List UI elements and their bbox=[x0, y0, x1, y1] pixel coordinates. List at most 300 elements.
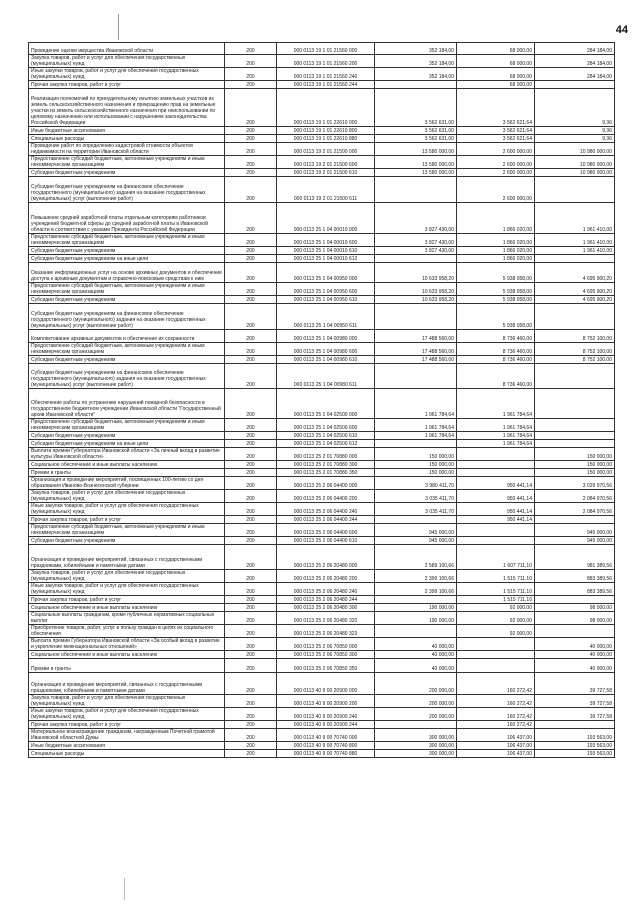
unexecuted-amount: 284 184,00 bbox=[535, 55, 615, 68]
executed-amount bbox=[457, 651, 535, 659]
row-name: Закупка товаров, работ и услуг для обеспечения государственных (муниципальных) нужд bbox=[29, 490, 225, 503]
classification-code: 000 0113 40 9 00 20900 000 bbox=[277, 673, 375, 695]
classification-code: 000 0113 19 2 01 21500 600 bbox=[277, 156, 375, 169]
row-name: Иные закупки товаров, работ и услуг для обеспечения государственных (муниципальных) нужд bbox=[29, 708, 225, 721]
unexecuted-amount: 193 563,00 bbox=[535, 750, 615, 758]
classification-code: 000 0113 25 2 01 70880 300 bbox=[277, 461, 375, 469]
executed-amount: 1 515 711,10 bbox=[457, 596, 535, 604]
executed-amount: 5 938 058,00 bbox=[457, 296, 535, 304]
classification-code: 000 0113 19 1 01 21560 000 bbox=[277, 43, 375, 55]
executed-amount: 2 600 000,00 bbox=[457, 177, 535, 203]
row-name: Премии и гранты bbox=[29, 659, 225, 673]
executed-amount: 1 961 784,64 bbox=[457, 419, 535, 432]
admin-code: 200 bbox=[225, 203, 277, 234]
unexecuted-amount: 10 980 000,00 bbox=[535, 169, 615, 177]
admin-code: 200 bbox=[225, 750, 277, 758]
executed-amount: 92 000,00 bbox=[457, 625, 535, 638]
admin-code: 200 bbox=[225, 263, 277, 283]
row-name: Иные закупки товаров, работ и услуг для обеспечения государственных (муниципальных) нужд bbox=[29, 503, 225, 516]
executed-amount: 950 441,14 bbox=[457, 516, 535, 524]
table-row bbox=[29, 143, 615, 156]
admin-code: 200 bbox=[225, 570, 277, 583]
unexecuted-amount: 4 695 900,20 bbox=[535, 263, 615, 283]
approved-amount: 1 961 784,64 bbox=[375, 432, 457, 440]
executed-amount: 8 736 460,00 bbox=[457, 330, 535, 343]
table-row bbox=[29, 68, 615, 81]
classification-code: 000 0113 25 1 04 00980 600 bbox=[277, 343, 375, 356]
unexecuted-amount: 39 727,58 bbox=[535, 695, 615, 708]
table-row bbox=[29, 729, 615, 742]
unexecuted-amount: 945 000,00 bbox=[535, 537, 615, 545]
row-name: Субсидии бюджетным учреждениям на финансовое обеспечение государственного (муниципального) задания на оказание государственных (муниципальных) услуг (выполнение работ) bbox=[29, 177, 225, 203]
executed-amount: 8 736 460,00 bbox=[457, 364, 535, 389]
unexecuted-amount bbox=[535, 81, 615, 89]
row-name: Иные закупки товаров, работ и услуг для обеспечения государственных (муниципальных) нужд bbox=[29, 583, 225, 596]
table-row bbox=[29, 625, 615, 638]
classification-code: 000 0113 25 1 04 02500 000 bbox=[277, 389, 375, 419]
row-name: Прочая закупка товаров, работ и услуг bbox=[29, 596, 225, 604]
unexecuted-amount: 4 695 900,20 bbox=[535, 296, 615, 304]
table-row bbox=[29, 469, 615, 477]
row-name: Субсидии бюджетным учреждениям на иные цели bbox=[29, 255, 225, 263]
classification-code: 000 0113 19 2 01 21500 610 bbox=[277, 169, 375, 177]
admin-code: 200 bbox=[225, 695, 277, 708]
classification-code: 000 0113 25 2 06 20480 240 bbox=[277, 583, 375, 596]
admin-code: 200 bbox=[225, 127, 277, 135]
unexecuted-amount bbox=[535, 432, 615, 440]
approved-amount: 17 488 560,00 bbox=[375, 330, 457, 343]
unexecuted-amount bbox=[535, 419, 615, 432]
table-row bbox=[29, 721, 615, 729]
table-row bbox=[29, 545, 615, 570]
row-name: Социальное обеспечение и иные выплаты населению bbox=[29, 651, 225, 659]
table-row bbox=[29, 524, 615, 537]
admin-code: 200 bbox=[225, 516, 277, 524]
admin-code: 200 bbox=[225, 469, 277, 477]
executed-amount: 68 000,00 bbox=[457, 43, 535, 55]
classification-code: 000 0113 25 2 06 04400 240 bbox=[277, 503, 375, 516]
margin-mark bbox=[118, 14, 119, 40]
admin-code: 200 bbox=[225, 89, 277, 127]
unexecuted-amount: 1 961 410,00 bbox=[535, 203, 615, 234]
unexecuted-amount: 8 752 100,00 bbox=[535, 343, 615, 356]
classification-code: 000 0113 25 1 04 00950 600 bbox=[277, 283, 375, 296]
table-row bbox=[29, 177, 615, 203]
classification-code: 000 0113 25 2 01 70880 000 bbox=[277, 448, 375, 461]
unexecuted-amount: 10 980 000,00 bbox=[535, 143, 615, 156]
table-row bbox=[29, 708, 615, 721]
table-row bbox=[29, 234, 615, 247]
row-name: Реализация полномочий по принудительному изъятию земельных участков из земель сельскохозяйственного назначения и прекращению прав на земельные участки из земель сельскохозяйственного назначения при неиспользовании по целевому назначению или использовании с нарушением законодательства Российской Федерации bbox=[29, 89, 225, 127]
approved-amount: 10 633 958,20 bbox=[375, 283, 457, 296]
table-row bbox=[29, 695, 615, 708]
row-name: Социальное обеспечение и иные выплаты населению bbox=[29, 604, 225, 612]
classification-code: 000 0113 25 2 06 20480 200 bbox=[277, 570, 375, 583]
admin-code: 200 bbox=[225, 612, 277, 625]
classification-code: 000 0113 40 9 00 70740 000 bbox=[277, 729, 375, 742]
row-name: Организация и проведение мероприятий, посвященных 100-летию со дня образования Иваново-Вознесенской губернии bbox=[29, 477, 225, 490]
admin-code: 200 bbox=[225, 432, 277, 440]
unexecuted-amount: 98 000,00 bbox=[535, 604, 615, 612]
admin-code: 200 bbox=[225, 729, 277, 742]
table-row bbox=[29, 389, 615, 419]
table-row bbox=[29, 89, 615, 127]
executed-amount: 8 736 460,00 bbox=[457, 356, 535, 364]
row-name: Субсидии бюджетным учреждениям bbox=[29, 247, 225, 255]
unexecuted-amount: 39 727,58 bbox=[535, 673, 615, 695]
approved-amount: 1 961 784,64 bbox=[375, 389, 457, 419]
approved-amount: 352 184,00 bbox=[375, 55, 457, 68]
approved-amount: 40 000,00 bbox=[375, 638, 457, 651]
admin-code: 200 bbox=[225, 255, 277, 263]
row-name: Проведение работ по определению кадастровой стоимости объектов недвижимости на территории Ивановской области bbox=[29, 143, 225, 156]
executed-amount: 92 000,00 bbox=[457, 604, 535, 612]
admin-code: 200 bbox=[225, 177, 277, 203]
row-name: Организация и проведение мероприятий, связанных с государственными праздниками, юбилейными и памятными датами bbox=[29, 545, 225, 570]
approved-amount: 190 000,00 bbox=[375, 604, 457, 612]
table-row bbox=[29, 673, 615, 695]
table-row bbox=[29, 604, 615, 612]
admin-code: 200 bbox=[225, 55, 277, 68]
classification-code: 000 0113 40 9 00 70740 800 bbox=[277, 742, 375, 750]
table-row bbox=[29, 448, 615, 461]
classification-code: 000 0113 25 2 06 04400 244 bbox=[277, 516, 375, 524]
row-name: Предоставление субсидий бюджетным, автономным учреждениям и иным некоммерческим организациям bbox=[29, 283, 225, 296]
executed-amount: 5 938 058,00 bbox=[457, 304, 535, 330]
unexecuted-amount: 193 563,00 bbox=[535, 742, 615, 750]
table-row bbox=[29, 81, 615, 89]
unexecuted-amount: 1 961 410,00 bbox=[535, 247, 615, 255]
row-name: Премии и гранты bbox=[29, 469, 225, 477]
approved-amount: 300 000,00 bbox=[375, 742, 457, 750]
classification-code: 000 0113 25 2 06 20480 320 bbox=[277, 612, 375, 625]
unexecuted-amount: 945 000,00 bbox=[535, 524, 615, 537]
approved-amount: 352 184,00 bbox=[375, 68, 457, 81]
classification-code: 000 0113 19 1 01 21560 244 bbox=[277, 81, 375, 89]
unexecuted-amount: 98 000,00 bbox=[535, 612, 615, 625]
row-name: Комплектование архивных документов и обеспечение их сохранности bbox=[29, 330, 225, 343]
unexecuted-amount: 1 961 410,00 bbox=[535, 234, 615, 247]
row-name: Иные бюджетные ассигнования bbox=[29, 127, 225, 135]
unexecuted-amount bbox=[535, 440, 615, 448]
admin-code: 200 bbox=[225, 490, 277, 503]
admin-code: 200 bbox=[225, 169, 277, 177]
row-name: Прочая закупка товаров, работ и услуг bbox=[29, 81, 225, 89]
admin-code: 200 bbox=[225, 545, 277, 570]
admin-code: 200 bbox=[225, 461, 277, 469]
table-row bbox=[29, 638, 615, 651]
classification-code: 000 0113 25 1 04 00980 610 bbox=[277, 356, 375, 364]
approved-amount: 40 000,00 bbox=[375, 651, 457, 659]
table-row bbox=[29, 750, 615, 758]
unexecuted-amount: 39 727,58 bbox=[535, 708, 615, 721]
table-row bbox=[29, 263, 615, 283]
row-name: Материальное вознаграждение гражданам, награжденным Почетной грамотой Ивановской областной Думы bbox=[29, 729, 225, 742]
table-row bbox=[29, 651, 615, 659]
classification-code: 000 0113 25 2 06 04400 200 bbox=[277, 490, 375, 503]
table-row bbox=[29, 127, 615, 135]
row-name: Выплата премии Губернатора Ивановской области «За особый вклад в развитие и укрепление межнациональных отношений» bbox=[29, 638, 225, 651]
executed-amount: 2 600 000,00 bbox=[457, 169, 535, 177]
approved-amount: 2 399 100,66 bbox=[375, 583, 457, 596]
approved-amount: 200 000,00 bbox=[375, 673, 457, 695]
approved-amount: 13 580 000,00 bbox=[375, 156, 457, 169]
admin-code: 200 bbox=[225, 419, 277, 432]
table-row bbox=[29, 364, 615, 389]
row-name: Проведение оценки имущества Ивановской области bbox=[29, 43, 225, 55]
executed-amount bbox=[457, 537, 535, 545]
admin-code: 200 bbox=[225, 135, 277, 143]
executed-amount: 1 515 711,10 bbox=[457, 583, 535, 596]
executed-amount: 950 441,14 bbox=[457, 477, 535, 490]
row-name: Иные бюджетные ассигнования bbox=[29, 742, 225, 750]
table-row bbox=[29, 343, 615, 356]
unexecuted-amount: 981 389,56 bbox=[535, 545, 615, 570]
approved-amount: 13 580 000,00 bbox=[375, 143, 457, 156]
admin-code: 200 bbox=[225, 524, 277, 537]
table-row bbox=[29, 296, 615, 304]
approved-amount bbox=[375, 255, 457, 263]
approved-amount: 200 000,00 bbox=[375, 708, 457, 721]
row-name: Предоставление субсидий бюджетным, автономным учреждениям и иным некоммерческим организациям bbox=[29, 234, 225, 247]
approved-amount: 10 633 958,20 bbox=[375, 296, 457, 304]
unexecuted-amount: 883 389,56 bbox=[535, 570, 615, 583]
admin-code: 200 bbox=[225, 503, 277, 516]
classification-code: 000 0113 25 2 06 04400 610 bbox=[277, 537, 375, 545]
executed-amount: 68 000,00 bbox=[457, 81, 535, 89]
unexecuted-amount: 40 000,00 bbox=[535, 651, 615, 659]
admin-code: 200 bbox=[225, 43, 277, 55]
unexecuted-amount bbox=[535, 516, 615, 524]
classification-code: 000 0113 40 9 00 70740 880 bbox=[277, 750, 375, 758]
executed-amount: 68 000,00 bbox=[457, 55, 535, 68]
approved-amount: 3 562 631,00 bbox=[375, 135, 457, 143]
approved-amount: 3 827 430,00 bbox=[375, 247, 457, 255]
classification-code: 000 0113 19 2 01 21500 611 bbox=[277, 177, 375, 203]
row-name: Социальные выплаты гражданам, кроме публичных нормативных социальных выплат bbox=[29, 612, 225, 625]
row-name: Субсидии бюджетным учреждениям bbox=[29, 169, 225, 177]
table-row bbox=[29, 440, 615, 448]
unexecuted-amount bbox=[535, 304, 615, 330]
unexecuted-amount bbox=[535, 625, 615, 638]
admin-code: 200 bbox=[225, 343, 277, 356]
classification-code: 000 0113 25 1 04 00010 610 bbox=[277, 247, 375, 255]
admin-code: 200 bbox=[225, 247, 277, 255]
executed-amount: 92 000,00 bbox=[457, 612, 535, 625]
unexecuted-amount: 9,36 bbox=[535, 127, 615, 135]
table-row bbox=[29, 43, 615, 55]
table-row bbox=[29, 156, 615, 169]
table-row bbox=[29, 742, 615, 750]
approved-amount: 1 961 784,64 bbox=[375, 419, 457, 432]
unexecuted-amount: 40 000,00 bbox=[535, 659, 615, 673]
classification-code: 000 0113 25 1 04 02500 600 bbox=[277, 419, 375, 432]
unexecuted-amount: 4 695 900,20 bbox=[535, 283, 615, 296]
classification-code: 000 0113 25 2 06 70850 300 bbox=[277, 651, 375, 659]
row-name: Прочая закупка товаров, работ и услуг bbox=[29, 516, 225, 524]
approved-amount: 3 035 411,70 bbox=[375, 490, 457, 503]
classification-code: 000 0113 25 2 06 20480 000 bbox=[277, 545, 375, 570]
classification-code: 000 0113 19 1 01 21560 200 bbox=[277, 55, 375, 68]
unexecuted-amount: 9,36 bbox=[535, 135, 615, 143]
admin-code: 200 bbox=[225, 330, 277, 343]
approved-amount: 3 827 430,00 bbox=[375, 234, 457, 247]
classification-code: 000 0113 25 1 04 00950 000 bbox=[277, 263, 375, 283]
executed-amount: 68 000,00 bbox=[457, 68, 535, 81]
approved-amount: 13 580 000,00 bbox=[375, 169, 457, 177]
executed-amount: 5 938 058,00 bbox=[457, 283, 535, 296]
approved-amount: 3 980 411,70 bbox=[375, 477, 457, 490]
approved-amount: 3 562 631,00 bbox=[375, 127, 457, 135]
table-row bbox=[29, 283, 615, 296]
approved-amount: 17 488 560,00 bbox=[375, 343, 457, 356]
row-name: Выплата премии Губернатора Ивановской области «За личный вклад в развитие культуры Ивановской области» bbox=[29, 448, 225, 461]
executed-amount: 106 437,00 bbox=[457, 742, 535, 750]
row-name: Повышение средней заработной платы отдельным категориям работников учреждений бюджетной сферы до средней заработной платы в Ивановской области в соответствии с указами Президента Российской Федерации bbox=[29, 203, 225, 234]
approved-amount: 3 827 430,00 bbox=[375, 203, 457, 234]
row-name: Субсидии бюджетным учреждениям на финансовое обеспечение государственного (муниципального) задания на оказание государственных (муниципальных) услуг (выполнение работ) bbox=[29, 304, 225, 330]
table-row bbox=[29, 477, 615, 490]
table-row bbox=[29, 419, 615, 432]
admin-code: 200 bbox=[225, 448, 277, 461]
executed-amount: 1 515 711,10 bbox=[457, 570, 535, 583]
row-name: Предоставление субсидий бюджетным, автономным учреждениям и иным некоммерческим организациям bbox=[29, 343, 225, 356]
executed-amount: 160 272,42 bbox=[457, 673, 535, 695]
executed-amount: 1 866 020,00 bbox=[457, 203, 535, 234]
table-row bbox=[29, 516, 615, 524]
executed-amount: 2 600 000,00 bbox=[457, 156, 535, 169]
executed-amount: 1 961 784,64 bbox=[457, 389, 535, 419]
executed-amount bbox=[457, 638, 535, 651]
row-name: Обеспечение работы по устранению нарушений пожарной безопасности в государственном бюджетном учреждении Ивановской области "Государственный архив Ивановской области" bbox=[29, 389, 225, 419]
approved-amount: 10 633 958,20 bbox=[375, 263, 457, 283]
admin-code: 200 bbox=[225, 583, 277, 596]
classification-code: 000 0113 25 1 04 00980 611 bbox=[277, 364, 375, 389]
approved-amount: 300 000,00 bbox=[375, 729, 457, 742]
executed-amount: 1 866 020,00 bbox=[457, 255, 535, 263]
approved-amount: 300 000,00 bbox=[375, 750, 457, 758]
approved-amount bbox=[375, 440, 457, 448]
admin-code: 200 bbox=[225, 283, 277, 296]
admin-code: 200 bbox=[225, 156, 277, 169]
table-row bbox=[29, 596, 615, 604]
executed-amount bbox=[457, 659, 535, 673]
admin-code: 200 bbox=[225, 296, 277, 304]
executed-amount: 3 562 621,64 bbox=[457, 135, 535, 143]
admin-code: 200 bbox=[225, 477, 277, 490]
approved-amount: 3 035 411,70 bbox=[375, 503, 457, 516]
admin-code: 200 bbox=[225, 68, 277, 81]
unexecuted-amount bbox=[535, 389, 615, 419]
unexecuted-amount bbox=[535, 721, 615, 729]
row-name: Субсидии бюджетным учреждениям bbox=[29, 432, 225, 440]
executed-amount: 160 272,42 bbox=[457, 695, 535, 708]
classification-code: 000 0113 25 2 06 04400 000 bbox=[277, 477, 375, 490]
classification-code: 000 0113 25 2 06 70850 000 bbox=[277, 638, 375, 651]
table-row bbox=[29, 356, 615, 364]
unexecuted-amount: 2 084 970,56 bbox=[535, 490, 615, 503]
approved-amount: 150 000,00 bbox=[375, 461, 457, 469]
approved-amount bbox=[375, 304, 457, 330]
executed-amount: 950 441,14 bbox=[457, 490, 535, 503]
classification-code: 000 0113 25 1 04 02500 610 bbox=[277, 432, 375, 440]
approved-amount: 352 184,00 bbox=[375, 43, 457, 55]
admin-code: 200 bbox=[225, 81, 277, 89]
row-name: Предоставление субсидий бюджетным, автономным учреждениям и иным некоммерческим организациям bbox=[29, 419, 225, 432]
admin-code: 200 bbox=[225, 721, 277, 729]
unexecuted-amount: 40 000,00 bbox=[535, 638, 615, 651]
approved-amount bbox=[375, 177, 457, 203]
admin-code: 200 bbox=[225, 234, 277, 247]
row-name: Оказание информационных услуг на основе архивных документов и обеспечение доступа к архивным документам и справочно-поисковым средствам к ним bbox=[29, 263, 225, 283]
executed-amount: 3 562 621,64 bbox=[457, 127, 535, 135]
row-name: Закупка товаров, работ и услуг для обеспечения государственных (муниципальных) нужд bbox=[29, 570, 225, 583]
admin-code: 200 bbox=[225, 143, 277, 156]
row-name: Социальное обеспечение и иные выплаты населению bbox=[29, 461, 225, 469]
approved-amount: 2 399 100,66 bbox=[375, 570, 457, 583]
executed-amount bbox=[457, 524, 535, 537]
unexecuted-amount bbox=[535, 364, 615, 389]
margin-mark bbox=[124, 878, 125, 900]
table-row bbox=[29, 612, 615, 625]
unexecuted-amount bbox=[535, 177, 615, 203]
table-row bbox=[29, 55, 615, 68]
classification-code: 000 0113 19 2 01 21500 000 bbox=[277, 143, 375, 156]
classification-code: 000 0113 25 1 04 00950 611 bbox=[277, 304, 375, 330]
unexecuted-amount: 150 000,00 bbox=[535, 461, 615, 469]
classification-code: 000 0113 40 9 00 20900 240 bbox=[277, 708, 375, 721]
admin-code: 200 bbox=[225, 673, 277, 695]
executed-amount: 1 961 784,64 bbox=[457, 432, 535, 440]
classification-code: 000 0113 25 2 01 70880 350 bbox=[277, 469, 375, 477]
row-name: Субсидии бюджетным учреждениям bbox=[29, 356, 225, 364]
unexecuted-amount: 284 184,00 bbox=[535, 68, 615, 81]
unexecuted-amount: 3 029 970,56 bbox=[535, 477, 615, 490]
approved-amount: 945 000,00 bbox=[375, 524, 457, 537]
admin-code: 200 bbox=[225, 708, 277, 721]
row-name: Предоставление субсидий бюджетным, автономным учреждениям и иным некоммерческим организациям bbox=[29, 524, 225, 537]
executed-amount: 1 866 020,00 bbox=[457, 234, 535, 247]
admin-code: 200 bbox=[225, 389, 277, 419]
executed-amount: 1 866 020,00 bbox=[457, 247, 535, 255]
approved-amount bbox=[375, 625, 457, 638]
unexecuted-amount: 8 752 100,00 bbox=[535, 356, 615, 364]
row-name: Субсидии бюджетным учреждениям на иные цели bbox=[29, 440, 225, 448]
executed-amount: 5 938 058,00 bbox=[457, 263, 535, 283]
approved-amount: 3 562 631,00 bbox=[375, 89, 457, 127]
executed-amount: 1 961 784,64 bbox=[457, 440, 535, 448]
executed-amount: 3 562 621,64 bbox=[457, 89, 535, 127]
table-row bbox=[29, 304, 615, 330]
row-name: Специальные расходы bbox=[29, 135, 225, 143]
table-body bbox=[29, 43, 615, 758]
unexecuted-amount: 193 563,00 bbox=[535, 729, 615, 742]
executed-amount: 2 600 000,00 bbox=[457, 143, 535, 156]
unexecuted-amount bbox=[535, 596, 615, 604]
row-name: Закупка товаров, работ и услуг для обеспечения государственных (муниципальных) нужд bbox=[29, 695, 225, 708]
classification-code: 000 0113 25 1 04 00950 610 bbox=[277, 296, 375, 304]
row-name: Прочая закупка товаров, работ и услуг bbox=[29, 721, 225, 729]
approved-amount: 190 000,00 bbox=[375, 612, 457, 625]
classification-code: 000 0113 25 1 04 00010 000 bbox=[277, 203, 375, 234]
table-row bbox=[29, 537, 615, 545]
classification-code: 000 0113 40 9 00 20900 244 bbox=[277, 721, 375, 729]
classification-code: 000 0113 19 1 01 22610 880 bbox=[277, 135, 375, 143]
executed-amount bbox=[457, 448, 535, 461]
table-row bbox=[29, 570, 615, 583]
approved-amount: 200 000,00 bbox=[375, 695, 457, 708]
table-row bbox=[29, 583, 615, 596]
